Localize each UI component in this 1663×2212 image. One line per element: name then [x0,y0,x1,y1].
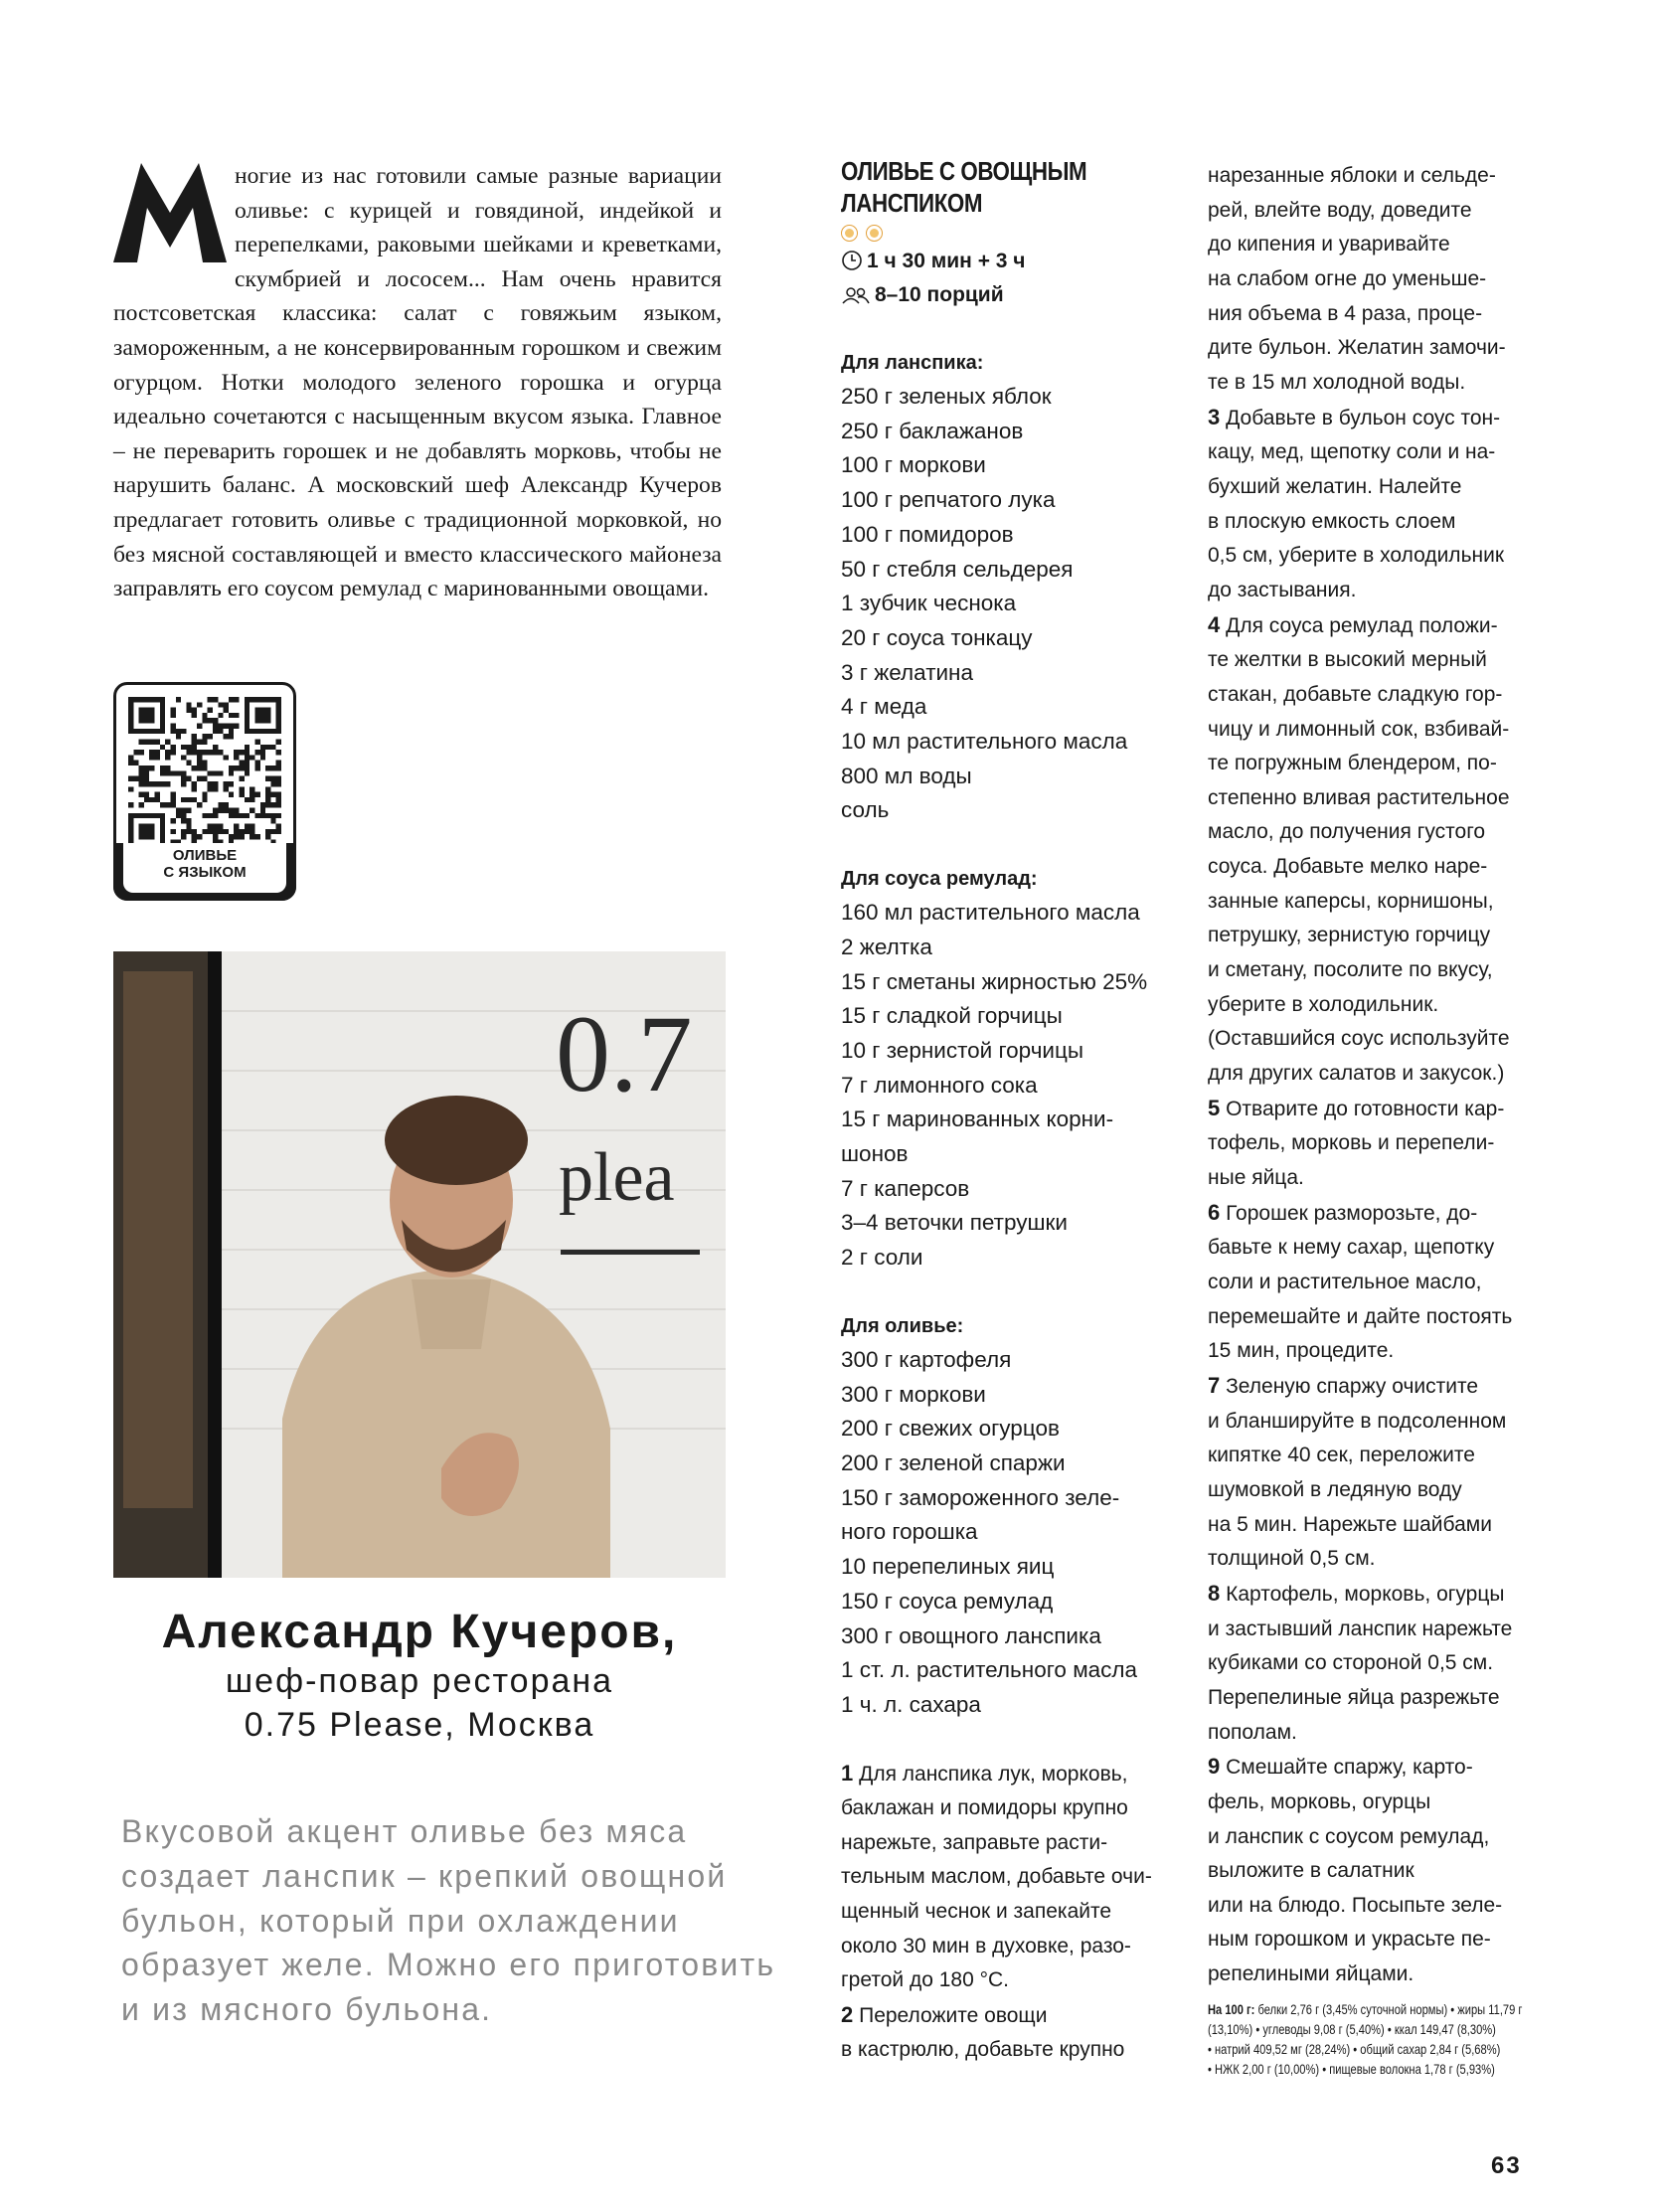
step-text: Перепелиные яйца разрежьте [1208,1685,1500,1709]
step-text: Зеленую спаржу очистите [1226,1374,1479,1398]
ingredient-item: 100 г помидоров [841,521,1014,547]
nutrition-line: (13,10%) • углеводы 9,08 г (5,40%) • ккал 149,47 (8,30%) [1208,2021,1496,2037]
step-text: уберите в холодильник. [1208,992,1439,1016]
step-text: перемешайте и дайте постоять [1208,1304,1513,1328]
ingredient-item: 100 г репчатого лука [841,487,1056,513]
step-line [1208,1889,1546,1924]
step-line [1208,1266,1546,1300]
intro-paragraph [113,159,722,606]
sign-text-1: 0.7 [556,993,693,1114]
step-text: (Оставшийся соус используйте [1208,1027,1510,1051]
step-line [1208,297,1546,332]
step-line [1208,1750,1546,1786]
qr-code-icon[interactable] [128,697,281,850]
step-text: щенный чеснок и запекайте [841,1899,1112,1923]
step-line [841,1930,1179,1964]
ingredient-item: 2 желтка [841,934,932,959]
step-line [1208,228,1546,262]
drop-cap [113,163,227,262]
recipe-step [1208,1750,1546,1992]
step-text: чицу и лимонный сок, взбивай- [1208,717,1510,741]
step-text: до кипения и уваривайте [1208,233,1450,256]
ingredient-item: 300 г овощного ланспика [841,1622,1101,1648]
step-text: Картофель, морковь, огурцы [1226,1582,1505,1606]
step-line [1208,643,1546,678]
step-line [1208,1405,1546,1440]
step-text: петрушку, зернистую горчицу [1208,924,1491,947]
step-line [1208,815,1546,850]
step-text: нарежьте, заправьте расти- [841,1830,1108,1854]
ingredient-item: шонов [841,1141,909,1167]
ingredient-item: 4 г меда [841,694,927,720]
step-line [1208,1126,1546,1161]
step-number: 4 [1208,611,1221,637]
ingredient-item: соль [841,797,890,823]
step-line [1208,1577,1546,1613]
vegetarian-icon [841,225,858,242]
step-line [1208,1057,1546,1092]
step-line [1208,574,1546,608]
step-text: толщиной 0,5 см. [1208,1547,1376,1571]
step-text: бавьте к нему сахар, щепотку [1208,1236,1495,1260]
step-text: шумовкой в ледяную воду [1208,1477,1462,1501]
recipe-step [1208,608,1546,1092]
drop-cap-letter-m [113,163,227,262]
ingredient-item: 7 г каперсов [841,1175,970,1201]
step-text: кацу, мед, щепотку соли и на- [1208,440,1496,464]
step-text: занные каперсы, корнишоны, [1208,889,1494,913]
diet-badges [841,225,1179,245]
ingredient-item: 250 г баклажанов [841,418,1024,443]
step-text: Горошек разморозьте, до- [1226,1201,1478,1225]
step-text: до застывания. [1208,578,1357,601]
step-text: ным горошком и украсьте пе- [1208,1928,1491,1952]
nutrition-line: белки 2,76 г (3,45% суточной нормы) • жиры 11,79 г [1254,2001,1523,2017]
step-text: кипятке 40 сек, переложите [1208,1444,1475,1467]
ingredient-sections [841,346,1179,1723]
step-text: или на блюдо. Посыпьте зеле- [1208,1893,1503,1917]
step-text: степенно вливая растительное [1208,785,1510,809]
cook-time-text: 1 ч 30 мин + 3 ч [867,250,1026,272]
step-line [1208,1820,1546,1855]
ingredient-item: 2 г соли [841,1245,923,1271]
recipe-step [1208,1577,1546,1750]
step-line [1208,885,1546,920]
step-line [1208,1022,1546,1057]
step-text: на слабом огне до уменьше- [1208,266,1487,290]
step-line [1208,1786,1546,1820]
step-line [1208,1092,1546,1127]
step-line [1208,1473,1546,1508]
step-line [1208,1542,1546,1577]
step-text: нарезанные яблоки и сельде- [1208,164,1496,187]
ingredient-item: 250 г зеленых яблок [841,384,1052,409]
step-line [1208,366,1546,401]
step-text: Для ланспика лук, морковь, [859,1762,1128,1786]
step-line [841,2033,1179,2068]
ingredient-item: 20 г соуса тонкацу [841,624,1033,650]
step-line [1208,1923,1546,1957]
ingredient-section-title: Для оливье: [841,1314,964,1337]
step-line [841,1757,1179,1792]
pull-quote: Вкусовой акцент оливье без мяса создает ланспик – крепкий овощной бульон, который при охлаждении образует желе. Можно его приготовить и из мясного бульона. [121,1813,776,2028]
step-line [1208,1300,1546,1335]
step-text: тофель, морковь и перепели- [1208,1131,1495,1155]
recipe-step [841,1998,1179,2068]
step-line [1208,713,1546,748]
step-text: и бланшируйте в подсоленном [1208,1409,1507,1433]
clock-icon [841,250,863,271]
ingredient-item: 15 г сметаны жирностью 25% [841,968,1148,994]
step-number: 5 [1208,1095,1221,1120]
step-line [1208,1231,1546,1266]
ingredient-item: 10 мл растительного масла [841,729,1128,755]
step-line [1208,1439,1546,1473]
step-line [1208,159,1546,194]
step-line [1208,1334,1546,1369]
step-text: Смешайте спаржу, карто- [1226,1756,1473,1780]
step-text: 15 мин, процедите. [1208,1339,1395,1363]
step-text: на 5 мин. Нарежьте шайбами [1208,1512,1492,1536]
nutrition-info [1208,2000,1542,2080]
step-text: гретой до 180 °С. [841,1968,1009,1992]
step-line [1208,1681,1546,1716]
nutrition-line: • НЖК 2,00 г (10,00%) • пищевые волокна 1,78 г (5,93%) [1208,2061,1495,2077]
step-line [1208,919,1546,953]
chef-place: 0.75 Please, Москва [244,1706,595,1744]
step-number: 8 [1208,1580,1221,1606]
qr-label-line2: С ЯЗЫКОМ [163,864,247,881]
step-text: в плоскую емкость слоем [1208,509,1456,533]
sign-text-2: plea [559,1139,675,1216]
step-text: баклажан и помидоры крупно [841,1796,1128,1820]
step-line [1208,505,1546,540]
step-line [1208,331,1546,366]
step-line [1208,539,1546,574]
ingredient-item: 50 г стебля сельдерея [841,556,1074,582]
ingredient-item: 150 г замороженного зеле- [841,1484,1120,1510]
step-text: Переложите овощи [859,2003,1048,2027]
step-text: и застывший ланспик нарежьте [1208,1616,1513,1640]
step-line [1208,1613,1546,1647]
step-line [841,1791,1179,1826]
step-line [1208,608,1546,644]
step-line [1208,1508,1546,1543]
step-text: соуса. Добавьте мелко наре- [1208,855,1488,879]
ingredient-item: 15 г сладкой горчицы [841,1003,1063,1029]
step-text: выложите в салатник [1208,1859,1414,1883]
chef-role: шеф-повар ресторана [225,1662,614,1700]
step-text: фель, морковь, огурцы [1208,1789,1431,1813]
step-text: рей, влейте воду, доведите [1208,198,1472,222]
page-number: 63 [1491,2152,1522,2179]
recipe-step [1208,1092,1546,1196]
step-line [1208,1716,1546,1751]
chef-hair [385,1096,528,1185]
ingredient-item: 3–4 веточки петрушки [841,1210,1068,1236]
step-number: 6 [1208,1199,1221,1225]
qr-label [123,843,286,893]
qr-label-line1: ОЛИВЬЕ [172,847,238,864]
recipe-step [1208,1369,1546,1577]
step-number: 7 [1208,1372,1221,1398]
step-text: соли и растительное масло, [1208,1271,1482,1293]
ingredient-item: 100 г моркови [841,452,986,478]
step-line [1208,1646,1546,1681]
ingredient-item: 160 мл растительного масла [841,900,1140,926]
step-line [1208,678,1546,713]
cook-time [841,245,1179,278]
steps-column-2 [841,1757,1179,2068]
recipe-step [841,1757,1179,1998]
ingredient-item: 300 г картофеля [841,1346,1012,1372]
ingredient-item: 7 г лимонного сока [841,1072,1038,1098]
step-text: Добавьте в бульон соус тон- [1226,406,1501,429]
qr-label-tab [113,843,296,901]
ingredient-item: 10 г зернистой горчицы [841,1037,1084,1063]
step-line [1208,1957,1546,1992]
ingredient-item: 300 г моркови [841,1381,986,1407]
step-line [1208,747,1546,781]
step-number: 2 [841,2001,854,2027]
ingredient-item: 800 мл воды [841,763,972,788]
step-line [1208,470,1546,505]
chef-name: Александр Кучеров, [161,1606,678,1658]
step-text: кубиками со стороной 0,5 см. [1208,1651,1494,1675]
step-line [841,1860,1179,1895]
step-text: и ланспик с соусом ремулад, [1208,1824,1490,1848]
step-line [1208,1854,1546,1889]
step-line [1208,953,1546,988]
step-text: ния объема в 4 раза, проце- [1208,301,1483,325]
ingredient-item: 150 г соуса ремулад [841,1588,1054,1614]
step-line [1208,194,1546,229]
step-text: ные яйца. [1208,1166,1304,1190]
step-line [1208,401,1546,436]
step-text: бухший желатин. Налейте [1208,474,1462,498]
step-number: 1 [841,1760,854,1786]
recipe-title: ОЛИВЬЕ С ОВОЩНЫМ ЛАНСПИКОМ [841,156,1087,218]
step-text: и сметану, посолите по вкусу, [1208,958,1493,982]
step-text: в кастрюлю, добавьте крупно [841,2038,1125,2062]
step-line [1208,988,1546,1023]
step-text: Для соуса ремулад положи- [1226,613,1498,637]
ingredient-item: 1 зубчик чеснока [841,591,1017,616]
ingredient-item: 15 г маринованных корни- [841,1106,1114,1132]
step-line [841,1963,1179,1998]
gluten-icon [866,225,883,242]
recipe-step [1208,401,1546,608]
step-text: Отварите до готовности кар- [1226,1097,1505,1120]
ingredient-item: 3 г желатина [841,659,974,685]
step-text: те погружным блендером, по- [1208,752,1497,775]
step-text: те желтки в высокий мерный [1208,648,1487,672]
ingredient-item: 1 ст. л. растительного масла [841,1657,1138,1683]
steps-column-3 [1208,159,1546,2080]
recipe-column [841,155,1179,2068]
ingredient-section-title: Для ланспика: [841,352,984,374]
ingredient-item: 10 перепелиных яиц [841,1554,1055,1580]
step-number: 3 [1208,404,1221,429]
step-line [1208,435,1546,470]
ingredient-item: 200 г свежих огурцов [841,1416,1060,1442]
recipe-step [1208,1196,1546,1369]
ingredient-section-title: Для соуса ремулад: [841,868,1038,891]
nutrition-label: На 100 г: [1208,2001,1255,2017]
step-text: те в 15 мл холодной воды. [1208,370,1466,394]
step-text: дите бульон. Желатин замочи- [1208,336,1506,360]
step-text: тельным маслом, добавьте очи- [841,1865,1152,1889]
qr-code-block[interactable] [113,682,296,901]
steps-list [1208,159,1546,1992]
step-line [1208,1161,1546,1196]
step-line [841,1895,1179,1930]
step-line [1208,1369,1546,1405]
step-line [1208,262,1546,297]
step-line [1208,781,1546,816]
servings [841,278,1179,312]
step-text: масло, до получения густого [1208,820,1486,844]
step-text: стакан, добавьте сладкую гор- [1208,682,1503,706]
intro-text: ногие из нас готовили самые разные вариации оливье: с курицей и говядиной, индейкой и перепелками, раковыми шейками и креветками, скумбрией и лососем... Нам очень нравится постсоветская классика: салат с говяжьим языком, замороженным, а не консервированным горошком и свежим огурцом. Нотки молодого зеленого горошка и огурца идеально сочетаются с насыщенным вкусом языка. Главное – не переварить горошек и не добавлять морковь, чтобы не нарушить баланс. А московский шеф Александр Кучеров предлагает готовить оливье с традиционной морковкой, но без мясной составляющей и вместо классического майонеза заправлять его соусом ремулад с маринованными овощами. [113,163,722,602]
step-line [1208,1196,1546,1232]
step-text: около 30 мин в духовке, разо- [841,1934,1131,1957]
step-text: пополам. [1208,1720,1297,1744]
step-line [841,1826,1179,1861]
recipe-step [1208,159,1546,401]
ingredient-item: ного горошка [841,1519,978,1545]
step-number: 9 [1208,1754,1221,1780]
servings-text: 8–10 порций [875,283,1004,306]
step-text: для других салатов и закусок.) [1208,1062,1505,1086]
ingredient-item: 1 ч. л. сахара [841,1691,981,1717]
step-text: репелиными яйцами. [1208,1962,1414,1986]
ingredient-item: 200 г зеленой спаржи [841,1449,1066,1475]
nutrition-line: • натрий 409,52 мг (28,24%) • общий сахар 2,84 г (5,68%) [1208,2041,1501,2057]
step-text: 0,5 см, уберите в холодильник [1208,544,1505,568]
step-line [1208,850,1546,885]
step-line [841,1998,1179,2034]
people-icon [841,285,871,305]
chef-photo [113,951,726,1578]
